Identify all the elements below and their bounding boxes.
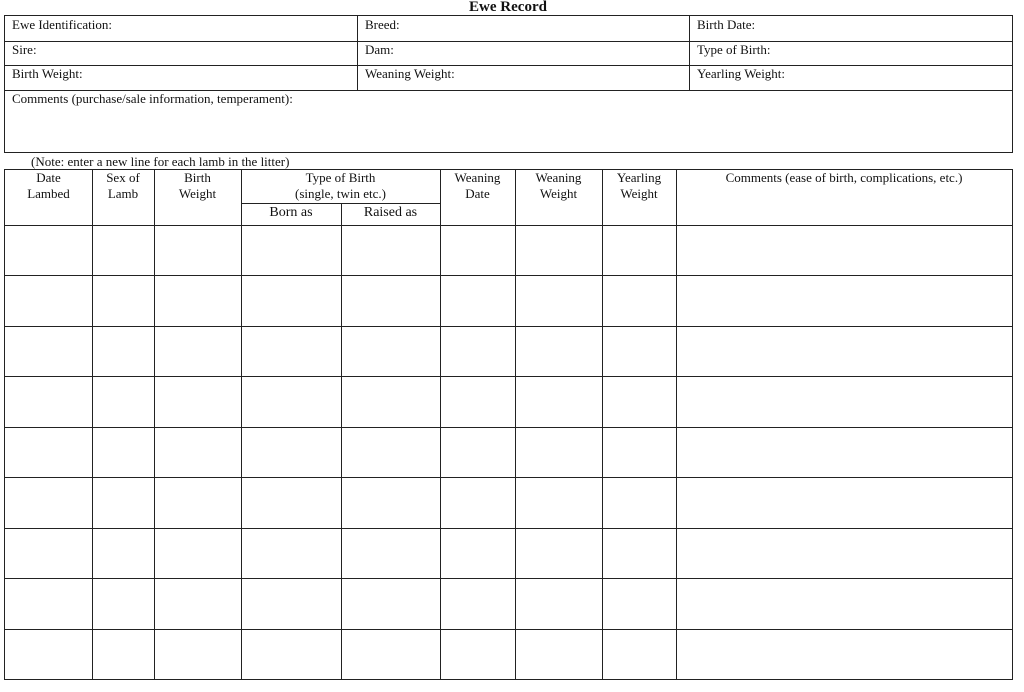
- table-cell[interactable]: [440, 477, 515, 527]
- table-cell[interactable]: [602, 275, 676, 325]
- table-cell[interactable]: [676, 225, 1012, 275]
- table-cell[interactable]: [515, 225, 602, 275]
- table-row: [5, 376, 1012, 426]
- weaning-weight-label: Weaning Weight:: [365, 66, 455, 81]
- table-cell[interactable]: [676, 477, 1012, 527]
- table-cell[interactable]: [676, 376, 1012, 426]
- table-cell[interactable]: [440, 578, 515, 628]
- table-cell[interactable]: [92, 477, 154, 527]
- header-line: Lamb: [107, 186, 139, 201]
- table-row: [5, 225, 1012, 275]
- header-line: Weight: [620, 186, 658, 201]
- ewe-info-table: [4, 15, 1013, 153]
- info-row: [5, 65, 1012, 91]
- header-line: Weight: [539, 186, 578, 201]
- yearling-weight-label: Yearling Weight:: [697, 66, 786, 81]
- header-line: Lambed: [27, 186, 70, 201]
- lamb-table: [4, 169, 1013, 680]
- breed-label: Breed:: [365, 17, 400, 32]
- table-cell[interactable]: [92, 629, 154, 679]
- table-cell[interactable]: [515, 376, 602, 426]
- info-row: [5, 90, 1012, 152]
- table-row: [5, 629, 1012, 679]
- table-cell[interactable]: [515, 578, 602, 628]
- table-cell[interactable]: [341, 376, 440, 426]
- table-cell[interactable]: [92, 275, 154, 325]
- table-cell[interactable]: [241, 326, 341, 376]
- table-cell[interactable]: [154, 629, 241, 679]
- page-title: Ewe Record: [469, 0, 547, 15]
- table-row: [5, 477, 1012, 527]
- info-row: [5, 16, 1012, 42]
- header-line: Weaning: [535, 170, 582, 185]
- table-cell[interactable]: [5, 477, 92, 527]
- header-birth-weight: [154, 170, 241, 202]
- header-line: Yearling: [616, 170, 662, 185]
- table-row: [5, 427, 1012, 477]
- header-type-of-birth: [241, 170, 440, 202]
- table-cell[interactable]: [602, 376, 676, 426]
- table-cell[interactable]: [92, 528, 154, 578]
- table-cell[interactable]: [5, 427, 92, 477]
- birth-weight-field[interactable]: [5, 65, 357, 90]
- table-cell[interactable]: [5, 326, 92, 376]
- header-born-as: Born as: [269, 205, 313, 220]
- header-line: (single, twin etc.): [295, 186, 386, 201]
- table-cell[interactable]: [440, 376, 515, 426]
- table-cell[interactable]: [5, 225, 92, 275]
- info-row: [5, 41, 1012, 66]
- table-cell[interactable]: [341, 578, 440, 628]
- ewe-identification-label: Ewe Identification:: [12, 17, 112, 32]
- table-cell[interactable]: [241, 528, 341, 578]
- table-cell[interactable]: [92, 578, 154, 628]
- birth-date-label: Birth Date:: [697, 17, 756, 32]
- table-cell[interactable]: [241, 427, 341, 477]
- table-cell[interactable]: [440, 528, 515, 578]
- birth-date-field[interactable]: [689, 16, 1012, 41]
- table-cell[interactable]: [241, 376, 341, 426]
- table-cell[interactable]: [440, 427, 515, 477]
- table-cell[interactable]: [154, 326, 241, 376]
- table-cell[interactable]: [676, 578, 1012, 628]
- table-cell[interactable]: [602, 578, 676, 628]
- header-line: Date: [465, 186, 490, 201]
- header-line: Birth: [184, 170, 211, 185]
- table-cell[interactable]: [92, 326, 154, 376]
- table-cell[interactable]: [602, 629, 676, 679]
- header-weaning-date: [440, 170, 515, 202]
- table-cell[interactable]: [515, 275, 602, 325]
- table-cell[interactable]: [154, 427, 241, 477]
- table-cell[interactable]: [676, 528, 1012, 578]
- subheader-divider: [241, 203, 440, 204]
- litter-note: (Note: enter a new line for each lamb in the litter): [31, 154, 290, 169]
- header-line: Date: [36, 170, 61, 185]
- header-comments: Comments (ease of birth, complications, etc.): [725, 170, 963, 185]
- table-cell[interactable]: [515, 477, 602, 527]
- table-row: [5, 326, 1012, 376]
- table-cell[interactable]: [341, 326, 440, 376]
- table-row: [5, 578, 1012, 628]
- header-line: Weaning: [454, 170, 501, 185]
- table-cell[interactable]: [5, 528, 92, 578]
- table-cell[interactable]: [341, 629, 440, 679]
- table-cell[interactable]: [341, 275, 440, 325]
- table-cell[interactable]: [602, 225, 676, 275]
- sire-label: Sire:: [12, 42, 37, 57]
- table-cell[interactable]: [515, 528, 602, 578]
- header-yearling-weight: [602, 170, 676, 202]
- sire-field[interactable]: [5, 41, 357, 65]
- table-row: [5, 275, 1012, 325]
- table-cell[interactable]: [515, 629, 602, 679]
- dam-label: Dam:: [365, 42, 394, 57]
- table-cell[interactable]: [515, 427, 602, 477]
- table-cell[interactable]: [241, 578, 341, 628]
- header-date-lambed: [5, 170, 92, 202]
- comments-label: Comments (purchase/sale information, temperament):: [12, 91, 293, 106]
- header-line: Type of Birth: [305, 170, 376, 185]
- table-cell[interactable]: [154, 376, 241, 426]
- table-cell[interactable]: [241, 629, 341, 679]
- table-cell[interactable]: [92, 427, 154, 477]
- table-cell[interactable]: [5, 275, 92, 325]
- header-weaning-weight: [515, 170, 602, 202]
- table-cell[interactable]: [602, 528, 676, 578]
- table-cell[interactable]: [241, 275, 341, 325]
- table-cell[interactable]: [92, 225, 154, 275]
- table-cell[interactable]: [341, 528, 440, 578]
- type-of-birth-field[interactable]: [689, 41, 1012, 65]
- table-cell[interactable]: [515, 326, 602, 376]
- birth-weight-label: Birth Weight:: [12, 66, 83, 81]
- table-cell[interactable]: [602, 427, 676, 477]
- table-cell[interactable]: [341, 477, 440, 527]
- dam-field[interactable]: [357, 41, 689, 65]
- table-cell[interactable]: [5, 629, 92, 679]
- table-cell[interactable]: [602, 326, 676, 376]
- header-line: Sex of: [106, 170, 140, 185]
- table-row: [5, 528, 1012, 578]
- table-cell[interactable]: [154, 477, 241, 527]
- breed-field[interactable]: [357, 16, 689, 41]
- table-cell[interactable]: [241, 477, 341, 527]
- table-cell[interactable]: [602, 477, 676, 527]
- table-cell[interactable]: [92, 376, 154, 426]
- yearling-weight-field[interactable]: [689, 65, 1012, 90]
- table-cell[interactable]: [5, 376, 92, 426]
- table-cell[interactable]: [440, 326, 515, 376]
- ewe-identification-field[interactable]: [5, 16, 357, 41]
- table-cell[interactable]: [676, 629, 1012, 679]
- table-cell[interactable]: [5, 578, 92, 628]
- table-cell[interactable]: [241, 225, 341, 275]
- table-cell[interactable]: [341, 225, 440, 275]
- table-cell[interactable]: [341, 427, 440, 477]
- table-cell[interactable]: [154, 528, 241, 578]
- weaning-weight-field[interactable]: [357, 65, 689, 90]
- table-cell[interactable]: [154, 275, 241, 325]
- header-line: Weight: [178, 186, 217, 201]
- table-cell[interactable]: [440, 225, 515, 275]
- table-cell[interactable]: [676, 275, 1012, 325]
- header-raised-as: Raised as: [363, 205, 418, 220]
- table-cell[interactable]: [154, 578, 241, 628]
- table-cell[interactable]: [154, 225, 241, 275]
- table-cell[interactable]: [440, 629, 515, 679]
- table-cell[interactable]: [440, 275, 515, 325]
- table-cell[interactable]: [676, 427, 1012, 477]
- header-sex-of-lamb: [92, 170, 154, 202]
- table-cell[interactable]: [676, 326, 1012, 376]
- comments-field[interactable]: [5, 90, 1012, 152]
- type-of-birth-label: Type of Birth:: [697, 42, 771, 57]
